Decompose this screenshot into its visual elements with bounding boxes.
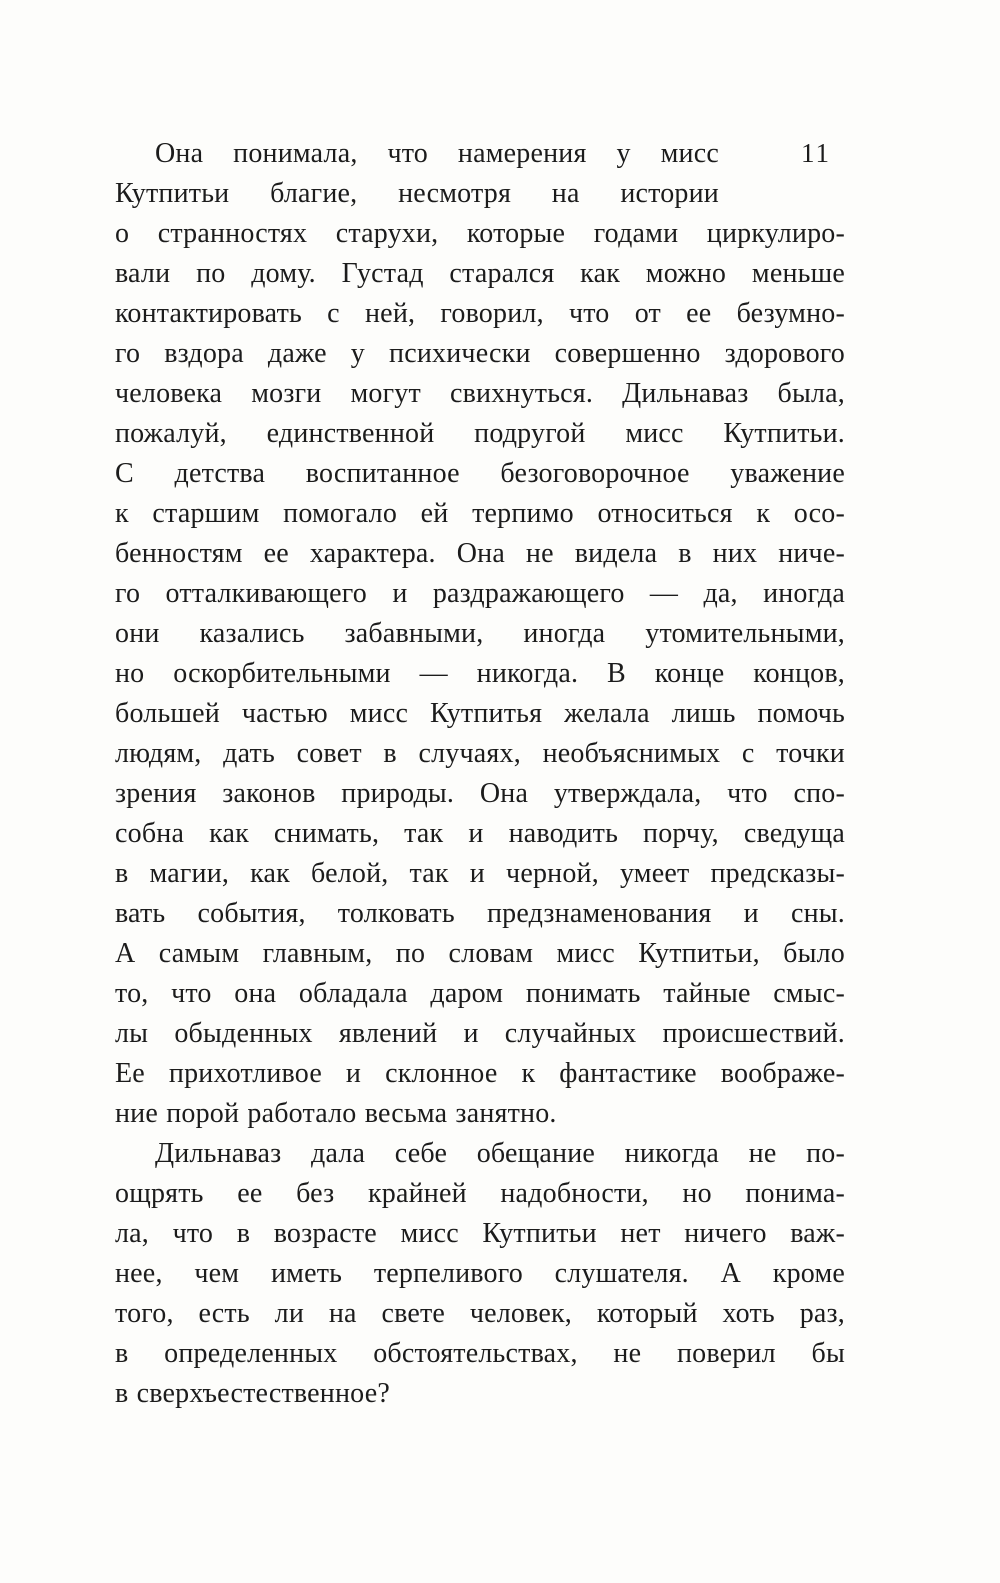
text-line: того, есть ли на свете человек, который хоть раз,: [115, 1298, 845, 1329]
text-line: в определенных обстоятельствах, не поверил бы: [115, 1338, 845, 1369]
page-number: 11: [801, 138, 831, 168]
text-line: но оскорбительными — никогда. В конце концов,: [115, 658, 845, 689]
text-line: в сверхъестественное?: [115, 1378, 390, 1409]
text-line: вать события, толковать предзнаменования и сны.: [115, 898, 845, 929]
text-line: контактировать с ней, говорил, что от ее безумно-: [115, 298, 845, 329]
text-line: го отталкивающего и раздражающего — да, иногда: [115, 578, 845, 609]
text-line: людям, дать совет в случаях, необъяснимых с точки: [115, 738, 845, 769]
text-line: Ее прихотливое и склонное к фантастике воображе-: [115, 1058, 845, 1089]
text-line: о странностях старухи, которые годами циркулиро-: [115, 218, 845, 249]
text-line: С детства воспитанное безоговорочное уважение: [115, 458, 845, 489]
text-line: А самым главным, по словам мисс Кутпитьи, было: [115, 938, 845, 969]
text-line: бенностям ее характера. Она не видела в них ниче-: [115, 538, 845, 569]
text-line: человека мозги могут свихнуться. Дильнаваз была,: [115, 378, 845, 409]
text-line: пожалуй, единственной подругой мисс Кутпитьи.: [115, 418, 845, 449]
text-line: они казались забавными, иногда утомительными,: [115, 618, 845, 649]
text-line: го вздора даже у психически совершенно здорового: [115, 338, 845, 369]
text-line: собна как снимать, так и наводить порчу, сведуща: [115, 818, 845, 849]
text-line: нее, чем иметь терпеливого слушателя. А кроме: [115, 1258, 845, 1289]
text-line: зрения законов природы. Она утверждала, что спо-: [115, 778, 845, 809]
text-block: [115, 134, 845, 1414]
text-line: вали по дому. Густад старался как можно меньше: [115, 258, 845, 289]
text-line: то, что она обладала даром понимать тайные смыс-: [115, 978, 845, 1009]
text-line: ощрять ее без крайней надобности, но понима-: [115, 1178, 845, 1209]
paragraph: [115, 134, 845, 1134]
text-line: Кутпитьи благие, несмотря на истории: [115, 178, 719, 209]
text-line: к старшим помогало ей терпимо относиться к осо-: [115, 498, 845, 529]
text-line: Она понимала, что намерения у мисс: [155, 138, 719, 169]
text-line: в магии, как белой, так и черной, умеет предсказы-: [115, 858, 845, 889]
text-line: ние порой работало весьма занятно.: [115, 1098, 557, 1129]
text-line: Дильнаваз дала себе обещание никогда не по-: [155, 1138, 845, 1169]
paragraph: [115, 1134, 845, 1414]
text-line: ла, что в возрасте мисс Кутпитьи нет ничего важ-: [115, 1218, 845, 1249]
text-line: лы обыденных явлений и случайных происшествий.: [115, 1018, 845, 1049]
text-line: большей частью мисс Кутпитья желала лишь помочь: [115, 698, 845, 729]
